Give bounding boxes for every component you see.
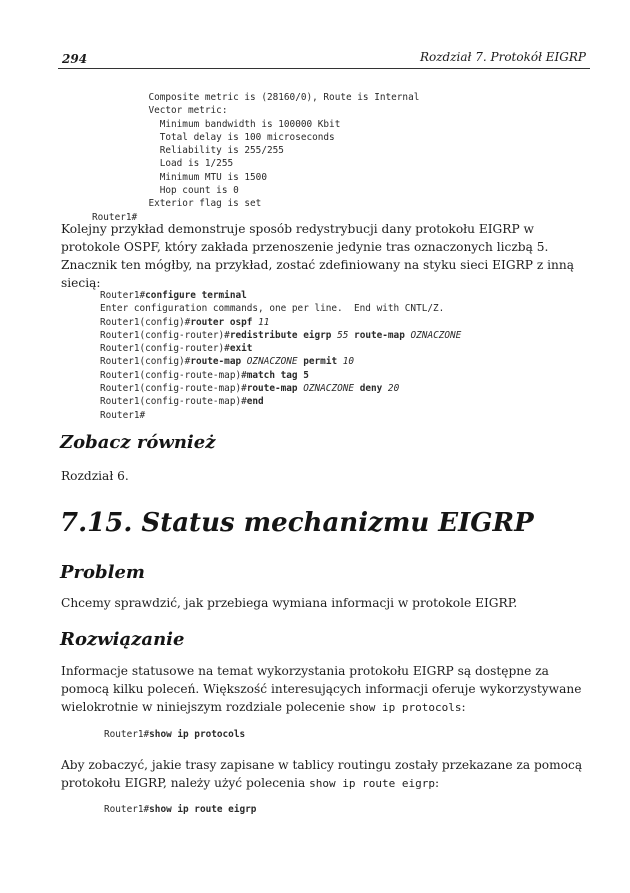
code-command: show ip protocols (149, 729, 246, 740)
code-text: Router1(config-route-map)# (100, 369, 247, 381)
code-argument: OZNACZONE (246, 356, 298, 368)
code-line: Exterior flag is set (92, 198, 262, 210)
header-rule (58, 68, 590, 69)
code-line: Vector metric: (92, 105, 228, 117)
code-prompt: Router1# (104, 804, 150, 815)
code-keyword: route-map (246, 383, 298, 395)
section-title: 7.15. Status mechanizmu EIGRP (60, 508, 534, 538)
page-number: 294 (62, 52, 88, 66)
code-text: Router1(config-route-map)# (100, 383, 247, 395)
code-block-redistribution-config (100, 289, 461, 422)
code-argument: 10 (342, 356, 355, 368)
code-line: Load is 1/255 (92, 158, 234, 170)
code-argument: 11 (258, 316, 270, 328)
code-keyword: deny (359, 383, 383, 395)
code-text: Router1(config)# (100, 356, 191, 368)
code-keyword: router ospf (190, 316, 253, 328)
code-keyword: match tag 5 (246, 369, 309, 381)
code-line: Reliability is 255/255 (92, 145, 284, 157)
page-header (58, 50, 590, 68)
code-keyword: route-map (354, 329, 405, 341)
code-block-eigrp-route-details (92, 91, 419, 224)
code-text: Router1(config-router)# (100, 343, 230, 355)
code-text: Router1# (100, 290, 146, 301)
code-keyword: exit (229, 343, 253, 355)
solution-paragraph-2-end: : (434, 776, 440, 790)
see-also-heading: Zobacz również (60, 432, 216, 453)
code-line (100, 355, 461, 368)
solution-heading: Rozwiązanie (60, 629, 185, 650)
code-line: Minimum bandwidth is 100000 Kbit (92, 118, 341, 130)
code-line: Router1# (92, 211, 138, 223)
code-keyword: route-map (190, 356, 242, 368)
solution-paragraph-1-text: Informacje statusowe na temat wykorzystania protokołu EIGRP są dostępne za pomocą kilku poleceń. Większość interesujących informacji oferuje wykorzystywane wielokrotnie w niniejszym rozdziale polecenie (61, 664, 582, 714)
problem-text: Chcemy sprawdzić, jak przebiega wymiana informacji w protokole EIGRP. (61, 596, 518, 610)
chapter-title: Rozdział 7. Protokół EIGRP (419, 50, 586, 64)
see-also-text: Rozdział 6. (61, 469, 129, 483)
code-line (100, 329, 461, 342)
solution-paragraph-2-text: Aby zobaczyć, jakie trasy zapisane w tablicy routingu zostały przekazane za pomocą protokołu EIGRP, należy użyć polecenia (61, 758, 583, 790)
code-keyword: redistribute eigrp (229, 329, 332, 341)
code-line: Hop count is 0 (92, 185, 239, 197)
code-text: Router1(config-router)# (100, 329, 230, 341)
inline-command-show-ip-route-eigrp: show ip route eigrp (309, 777, 435, 790)
code-argument: 20 (387, 383, 400, 395)
code-line (100, 342, 461, 355)
paragraph-redistribution-intro: Kolejny przykład demonstruje sposób redystrybucji dany protokołu EIGRP w protokole OSPF, który zakłada przenoszenie jedynie tras oznaczonych liczbą 5. Znacznik ten mógłby, na przykład, zostać zdefiniowany na styku sieci EIGRP z inną siecią: (61, 222, 574, 290)
code-line: Composite metric is (28160/0), Route is Internal (92, 92, 420, 103)
problem-heading: Problem (60, 562, 145, 583)
code-keyword: end (246, 396, 264, 408)
solution-paragraph-2 (61, 756, 595, 793)
code-line (100, 289, 461, 302)
inline-command-show-ip-protocols: show ip protocols (348, 701, 462, 714)
code-command: show ip route eigrp (149, 804, 257, 815)
code-text: Router1(config-route-map)# (100, 396, 247, 408)
code-argument: OZNACZONE (410, 329, 462, 341)
code-line (100, 395, 461, 408)
code-prompt: Router1# (104, 729, 150, 740)
code-line-show-ip-protocols (104, 728, 245, 741)
code-text: Router1# (100, 409, 146, 421)
code-argument: OZNACZONE (303, 383, 355, 395)
code-line (100, 382, 461, 395)
code-line (100, 409, 461, 422)
code-keyword: configure terminal (145, 290, 247, 301)
code-line: Total delay is 100 microseconds (92, 131, 335, 143)
code-text: Enter configuration commands, one per line. End with CNTL/Z. (100, 303, 445, 315)
code-text: Router1(config)# (100, 316, 191, 328)
code-line-show-ip-route-eigrp (104, 803, 256, 816)
code-line (100, 302, 461, 315)
solution-paragraph-1 (61, 662, 595, 717)
solution-paragraph-1-end: : (461, 700, 466, 714)
code-argument: 55 (337, 329, 349, 341)
code-keyword: permit (303, 356, 338, 368)
code-line (100, 369, 461, 382)
code-line: Minimum MTU is 1500 (92, 171, 267, 183)
code-line (100, 316, 461, 329)
